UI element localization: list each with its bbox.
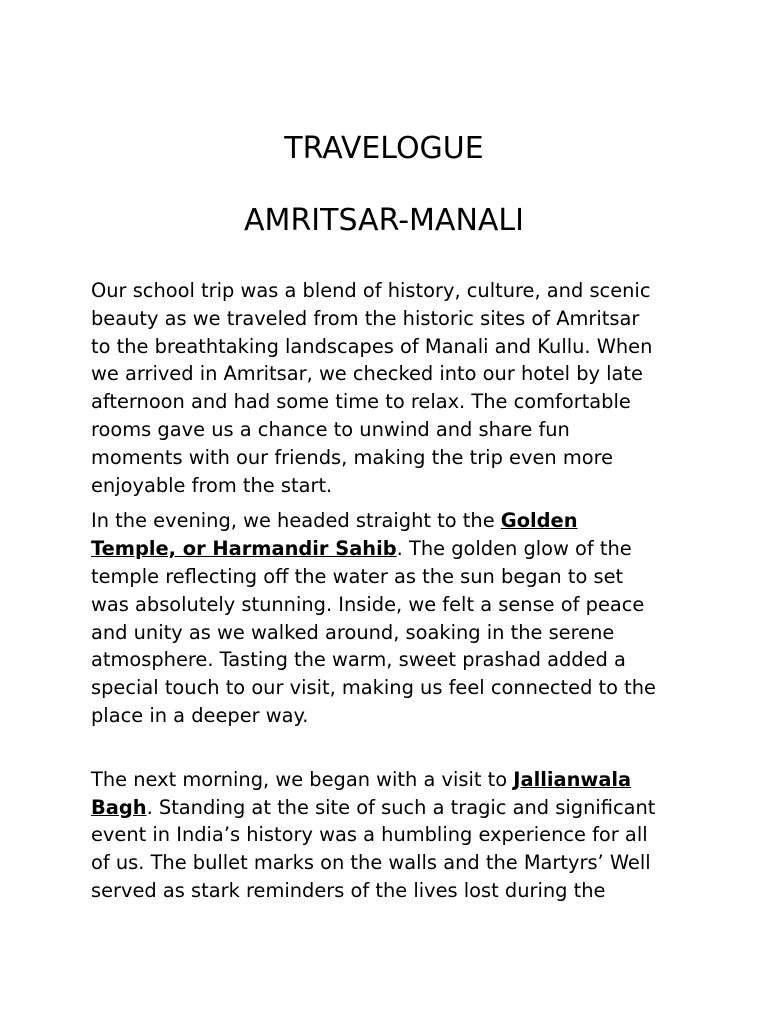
jallianwala-bagh-link[interactable]: Jallianwala	[513, 767, 632, 791]
text-line	[91, 535, 691, 563]
golden-temple-link-continued[interactable]: Temple, or Harmandir Sahib	[91, 537, 397, 561]
document-title: TRAVELOGUE	[284, 131, 484, 166]
text-line: we arrived in Amritsar, we checked into our hotel by late	[91, 362, 643, 386]
text-segment: . The golden glow of the	[396, 537, 632, 561]
document-subtitle: AMRITSAR-MANALI	[244, 203, 524, 238]
text-line: beauty as we traveled from the historic sites of Amritsar	[91, 306, 640, 330]
paragraph-jallianwala-bagh	[91, 766, 691, 905]
text-line: temple reflecting off the water as the sun began to set	[91, 564, 624, 588]
text-segment: In the evening, we headed straight to the	[91, 509, 501, 533]
text-line	[91, 507, 691, 535]
text-line: place in a deeper way.	[91, 703, 309, 727]
text-line	[91, 794, 691, 822]
text-line: and unity as we walked around, soaking in the serene	[91, 620, 615, 644]
text-line	[91, 766, 691, 794]
text-line: to the breathtaking landscapes of Manali and Kullu. When	[91, 334, 653, 358]
text-segment: . Standing at the site of such a tragic and significant	[146, 795, 656, 819]
text-line: was absolutely stunning. Inside, we felt a sense of peace	[91, 592, 645, 616]
text-line: afternoon and had some time to relax. The comfortable	[91, 390, 631, 414]
text-line: special touch to our visit, making us feel connected to the	[91, 676, 656, 700]
document-body	[91, 277, 691, 913]
text-line: event in India’s history was a humbling experience for all	[91, 823, 648, 847]
jallianwala-bagh-link-continued[interactable]: Bagh	[91, 795, 147, 819]
text-line: enjoyable from the start.	[91, 473, 333, 497]
paragraph-golden-temple	[91, 507, 691, 729]
text-line: served as stark reminders of the lives lost during the	[91, 878, 606, 902]
text-line: rooms gave us a chance to unwind and share fun	[91, 417, 570, 441]
text-line: atmosphere. Tasting the warm, sweet prashad added a	[91, 648, 626, 672]
golden-temple-link[interactable]: Golden	[500, 509, 578, 533]
text-line: Our school trip was a blend of history, culture, and scenic	[91, 279, 651, 302]
text-line: moments with our friends, making the trip even more	[91, 445, 614, 469]
title-block	[0, 131, 768, 275]
text-segment: The next morning, we began with a visit to	[91, 767, 514, 791]
text-line: of us. The bullet marks on the walls and the Martyrs’ Well	[91, 851, 651, 875]
paragraph-hotel-arrival	[91, 277, 691, 499]
